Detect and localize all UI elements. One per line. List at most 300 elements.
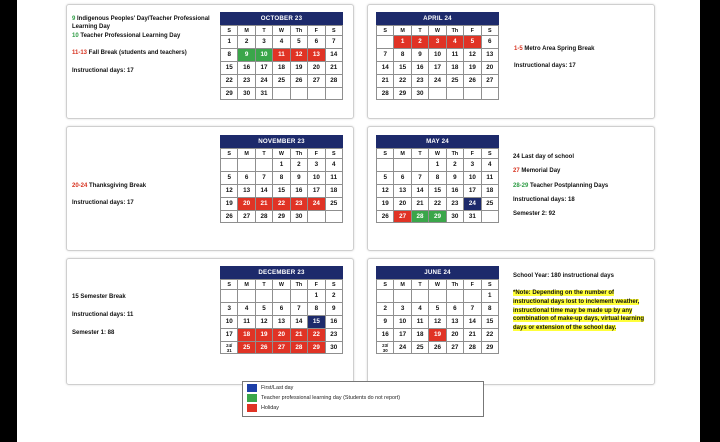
day-cell: 11 [411, 315, 428, 328]
weekday-label: F [308, 280, 325, 290]
may-note-last-day: 24 Last day of school [513, 154, 575, 160]
day-cell: 8 [429, 171, 446, 184]
october-note-professional: 10 Teacher Professional Learning Day [72, 32, 181, 39]
day-cell: 17 [308, 184, 325, 197]
day-cell: 25 [411, 341, 428, 354]
day-cell: 4 [273, 36, 290, 49]
month-grid [376, 25, 499, 100]
calendar-page [17, 0, 700, 442]
week-row [221, 197, 343, 210]
day-cell: 13 [238, 184, 255, 197]
october-note-indigenous: 9 Indigenous Peoples' Day/Teacher Professional Learning Day [72, 16, 210, 31]
weekday-label: W [273, 149, 290, 159]
month-header: NOVEMBER 23 [220, 135, 343, 148]
day-cell [446, 87, 463, 100]
day-cell: 27 [446, 341, 463, 354]
day-cell: 2 [290, 159, 307, 172]
day-cell [464, 290, 481, 303]
weekday-label: T [255, 26, 272, 36]
day-cell: 23 [446, 197, 463, 210]
day-cell: 11 [273, 48, 290, 61]
day-cell [255, 159, 272, 172]
day-cell: 24 [308, 197, 325, 210]
day-cell: 16 [325, 315, 342, 328]
day-cell: 25 [273, 74, 290, 87]
day-cell: 20 [308, 61, 325, 74]
month-grid [220, 148, 343, 223]
day-cell: 25 [325, 197, 342, 210]
november-calendar [220, 135, 343, 223]
weekday-label: Th [446, 26, 463, 36]
weekday-label: S [481, 280, 498, 290]
day-cell: 16 [377, 328, 394, 341]
day-cell: 27 [394, 210, 411, 223]
day-cell: 30 [290, 210, 307, 223]
weekday-label: M [394, 149, 411, 159]
week-row [377, 315, 499, 328]
day-cell [394, 290, 411, 303]
day-cell: 17 [429, 61, 446, 74]
day-cell: 1 [429, 159, 446, 172]
day-cell: 14 [325, 48, 342, 61]
day-cell: 23/ 30 [377, 341, 394, 354]
weekday-label: S [481, 149, 498, 159]
day-cell: 7 [325, 36, 342, 49]
week-row [377, 341, 499, 354]
month-header: APRIL 24 [376, 12, 499, 25]
april-notes [514, 45, 642, 71]
month-header: OCTOBER 23 [220, 12, 343, 25]
day-cell [446, 290, 463, 303]
week-row [377, 61, 499, 74]
day-cell [429, 87, 446, 100]
month-header: DECEMBER 23 [220, 266, 343, 279]
week-row [377, 159, 499, 172]
day-cell: 4 [238, 302, 255, 315]
day-cell: 10 [464, 171, 481, 184]
day-cell: 3 [429, 36, 446, 49]
day-cell: 29 [273, 210, 290, 223]
weekday-label: Th [290, 26, 307, 36]
weekday-label: M [394, 26, 411, 36]
day-cell: 13 [308, 48, 325, 61]
day-cell: 3 [221, 302, 238, 315]
day-cell: 8 [273, 171, 290, 184]
day-cell: 12 [377, 184, 394, 197]
weekday-header-row [221, 280, 343, 290]
day-cell: 5 [221, 171, 238, 184]
day-cell: 16 [290, 184, 307, 197]
day-cell [221, 290, 238, 303]
weekday-header-row [377, 26, 499, 36]
week-row [377, 197, 499, 210]
day-cell [273, 87, 290, 100]
day-cell: 12 [255, 315, 272, 328]
green-swatch-icon [247, 394, 257, 402]
day-cell: 28 [290, 341, 307, 354]
week-row [221, 74, 343, 87]
day-cell: 8 [481, 302, 498, 315]
day-cell: 3 [394, 302, 411, 315]
weekday-label: F [308, 26, 325, 36]
day-cell: 26 [255, 341, 272, 354]
month-grid [376, 148, 499, 223]
month-grid [376, 279, 499, 354]
day-cell: 26 [221, 210, 238, 223]
day-cell [394, 159, 411, 172]
day-cell: 21 [464, 328, 481, 341]
week-row [377, 74, 499, 87]
day-cell: 24 [394, 341, 411, 354]
day-cell: 22 [273, 197, 290, 210]
day-cell: 16 [238, 61, 255, 74]
week-row [221, 210, 343, 223]
day-cell: 9 [238, 48, 255, 61]
day-cell: 28 [377, 87, 394, 100]
day-cell: 11 [446, 48, 463, 61]
december-notes [72, 293, 212, 337]
weekday-label: T [255, 149, 272, 159]
day-cell: 15 [273, 184, 290, 197]
weekday-label: F [464, 26, 481, 36]
day-cell: 18 [481, 184, 498, 197]
weekday-header-row [221, 26, 343, 36]
weekday-label: T [411, 26, 428, 36]
week-row [221, 184, 343, 197]
weekday-label: S [377, 149, 394, 159]
red-swatch-icon [247, 404, 257, 412]
weekday-label: M [238, 149, 255, 159]
day-cell: 4 [411, 302, 428, 315]
day-cell: 25 [481, 197, 498, 210]
weekday-label: W [429, 280, 446, 290]
weekday-label: S [221, 280, 238, 290]
may-instructional-days: Instructional days: 18 [513, 196, 575, 203]
day-cell: 10 [308, 171, 325, 184]
day-cell [238, 159, 255, 172]
day-cell: 12 [221, 184, 238, 197]
day-cell: 11 [238, 315, 255, 328]
april-instructional-days: Instructional days: 17 [514, 63, 576, 70]
day-cell [377, 159, 394, 172]
day-cell: 24 [429, 74, 446, 87]
day-cell: 14 [464, 315, 481, 328]
day-cell: 8 [221, 48, 238, 61]
makeup-days-note: *Note: Depending on the number of instructional days lost to inclement weather, instructional time may be made up by any combination of make-up days, virtual learning days or extension of the school day. [513, 290, 645, 331]
day-cell: 20 [273, 328, 290, 341]
day-cell: 6 [446, 302, 463, 315]
weekday-label: S [481, 26, 498, 36]
day-cell: 5 [377, 171, 394, 184]
day-cell: 30 [411, 87, 428, 100]
day-cell: 18 [411, 328, 428, 341]
day-cell: 15 [481, 315, 498, 328]
week-row [377, 210, 499, 223]
day-cell: 7 [411, 171, 428, 184]
day-cell: 6 [273, 302, 290, 315]
week-row [221, 302, 343, 315]
week-row [221, 61, 343, 74]
day-cell: 2 [377, 302, 394, 315]
december-note-semester-break: 15 Semester Break [72, 294, 126, 300]
day-cell: 19 [377, 197, 394, 210]
day-cell [411, 290, 428, 303]
day-cell: 27 [308, 74, 325, 87]
weekday-label: W [429, 26, 446, 36]
day-cell: 12 [464, 48, 481, 61]
day-cell [290, 290, 307, 303]
may-semester-2: Semester 2: 92 [513, 211, 556, 218]
day-cell: 4 [481, 159, 498, 172]
school-year-total: School Year: 180 instructional days [513, 273, 614, 279]
week-row [377, 36, 499, 49]
weekday-header-row [377, 149, 499, 159]
day-cell: 5 [290, 36, 307, 49]
week-row [377, 48, 499, 61]
day-cell: 7 [290, 302, 307, 315]
day-cell: 16 [411, 61, 428, 74]
weekday-label: W [273, 280, 290, 290]
day-cell: 29 [481, 341, 498, 354]
day-cell: 14 [377, 61, 394, 74]
weekday-label: T [411, 280, 428, 290]
day-cell: 28 [464, 341, 481, 354]
day-cell: 6 [308, 36, 325, 49]
october-calendar [220, 12, 343, 100]
week-row [221, 48, 343, 61]
day-cell: 23 [325, 328, 342, 341]
week-row [377, 171, 499, 184]
day-cell: 20 [394, 197, 411, 210]
week-row [377, 184, 499, 197]
day-cell: 17 [464, 184, 481, 197]
week-row [221, 87, 343, 100]
day-cell: 18 [238, 328, 255, 341]
day-cell: 12 [290, 48, 307, 61]
day-cell [238, 290, 255, 303]
day-cell [308, 210, 325, 223]
weekday-label: W [429, 149, 446, 159]
day-cell: 3 [464, 159, 481, 172]
day-cell: 28 [255, 210, 272, 223]
day-cell: 22 [394, 74, 411, 87]
day-cell: 30 [446, 210, 463, 223]
november-notes [72, 182, 212, 208]
day-cell: 25 [446, 74, 463, 87]
day-cell: 10 [429, 48, 446, 61]
day-cell: 21 [325, 61, 342, 74]
november-note-thanksgiving: 20-24 Thanksgiving Break [72, 183, 147, 189]
weekday-label: Th [290, 280, 307, 290]
day-cell: 21 [411, 197, 428, 210]
june-notes [513, 272, 648, 332]
week-row [221, 159, 343, 172]
day-cell: 28 [411, 210, 428, 223]
day-cell: 21 [290, 328, 307, 341]
day-cell: 24 [464, 197, 481, 210]
may-notes [513, 153, 645, 219]
day-cell: 15 [394, 61, 411, 74]
day-cell: 14 [411, 184, 428, 197]
day-cell [377, 290, 394, 303]
day-cell: 18 [325, 184, 342, 197]
day-cell: 7 [255, 171, 272, 184]
day-cell: 9 [411, 48, 428, 61]
day-cell: 2 [446, 159, 463, 172]
week-row [377, 290, 499, 303]
day-cell [464, 87, 481, 100]
december-calendar [220, 266, 343, 354]
day-cell: 8 [394, 48, 411, 61]
day-cell: 3 [255, 36, 272, 49]
day-cell: 29 [221, 87, 238, 100]
day-cell: 21 [255, 197, 272, 210]
day-cell: 11 [325, 171, 342, 184]
may-note-memorial-day: 27 Memorial Day [513, 168, 561, 175]
may-note-postplanning: 28-29 Teacher Postplanning Days [513, 182, 609, 189]
day-cell: 24 [255, 74, 272, 87]
day-cell: 29 [429, 210, 446, 223]
november-instructional-days: Instructional days: 17 [72, 200, 134, 207]
weekday-label: S [377, 26, 394, 36]
day-cell: 26 [290, 74, 307, 87]
day-cell [325, 87, 342, 100]
day-cell: 19 [464, 61, 481, 74]
day-cell: 1 [221, 36, 238, 49]
day-cell: 22 [308, 328, 325, 341]
day-cell: 1 [273, 159, 290, 172]
day-cell: 20 [446, 328, 463, 341]
may-calendar [376, 135, 499, 223]
day-cell: 24/ 31 [221, 341, 238, 354]
day-cell: 22 [221, 74, 238, 87]
day-cell: 10 [221, 315, 238, 328]
day-cell [411, 159, 428, 172]
day-cell: 15 [308, 315, 325, 328]
day-cell [481, 87, 498, 100]
weekday-header-row [221, 149, 343, 159]
weekday-label: Th [446, 149, 463, 159]
day-cell: 2 [411, 36, 428, 49]
day-cell [221, 159, 238, 172]
weekday-label: S [221, 149, 238, 159]
day-cell: 19 [429, 328, 446, 341]
day-cell: 1 [308, 290, 325, 303]
day-cell: 6 [481, 36, 498, 49]
day-cell: 16 [446, 184, 463, 197]
day-cell: 6 [238, 171, 255, 184]
day-cell: 15 [221, 61, 238, 74]
day-cell: 7 [464, 302, 481, 315]
day-cell: 26 [429, 341, 446, 354]
day-cell: 20 [238, 197, 255, 210]
day-cell: 31 [255, 87, 272, 100]
legend-holiday: Holiday [247, 404, 279, 413]
day-cell: 26 [464, 74, 481, 87]
weekday-label: S [325, 280, 342, 290]
day-cell: 19 [255, 328, 272, 341]
day-cell: 13 [394, 184, 411, 197]
day-cell: 23 [290, 197, 307, 210]
day-cell: 19 [290, 61, 307, 74]
day-cell: 27 [273, 341, 290, 354]
day-cell: 22 [429, 197, 446, 210]
day-cell [481, 210, 498, 223]
day-cell: 20 [481, 61, 498, 74]
october-instructional-days: Instructional days: 17 [72, 67, 134, 74]
month-header: JUNE 24 [376, 266, 499, 279]
day-cell: 2 [238, 36, 255, 49]
weekday-label: M [238, 26, 255, 36]
day-cell: 26 [377, 210, 394, 223]
legend-professional-learning: Teacher professional learning day (Students do not report) [247, 394, 400, 403]
weekday-label: S [221, 26, 238, 36]
legend [242, 381, 484, 417]
day-cell: 17 [221, 328, 238, 341]
weekday-label: M [238, 280, 255, 290]
day-cell: 3 [308, 159, 325, 172]
october-note-fall-break: 11-13 Fall Break (students and teachers) [72, 50, 187, 57]
week-row [377, 302, 499, 315]
weekday-header-row [377, 280, 499, 290]
day-cell: 8 [308, 302, 325, 315]
weekday-label: W [273, 26, 290, 36]
day-cell: 6 [394, 171, 411, 184]
day-cell: 13 [446, 315, 463, 328]
day-cell [325, 210, 342, 223]
day-cell: 18 [273, 61, 290, 74]
day-cell: 18 [446, 61, 463, 74]
day-cell: 1 [481, 290, 498, 303]
day-cell: 23 [238, 74, 255, 87]
week-row [377, 328, 499, 341]
weekday-label: T [411, 149, 428, 159]
weekday-label: S [325, 26, 342, 36]
day-cell [308, 87, 325, 100]
week-row [377, 87, 499, 100]
week-row [221, 315, 343, 328]
weekday-label: S [325, 149, 342, 159]
legend-first-last: First/Last day [247, 384, 293, 393]
weekday-label: F [464, 280, 481, 290]
day-cell: 29 [394, 87, 411, 100]
june-calendar [376, 266, 499, 354]
december-semester-1: Semester 1: 88 [72, 330, 115, 336]
day-cell: 9 [290, 171, 307, 184]
april-note-spring-break: 1-5 Metro Area Spring Break [514, 46, 595, 52]
day-cell [377, 36, 394, 49]
day-cell: 9 [377, 315, 394, 328]
day-cell: 14 [290, 315, 307, 328]
day-cell [255, 290, 272, 303]
day-cell: 10 [255, 48, 272, 61]
month-grid [220, 279, 343, 354]
day-cell: 17 [255, 61, 272, 74]
weekday-label: Th [446, 280, 463, 290]
week-row [221, 36, 343, 49]
day-cell: 11 [481, 171, 498, 184]
week-row [221, 341, 343, 354]
day-cell: 10 [394, 315, 411, 328]
day-cell [290, 87, 307, 100]
day-cell [429, 290, 446, 303]
weekday-label: T [255, 280, 272, 290]
day-cell: 13 [273, 315, 290, 328]
blue-swatch-icon [247, 384, 257, 392]
month-grid [220, 25, 343, 100]
day-cell: 5 [429, 302, 446, 315]
day-cell: 27 [481, 74, 498, 87]
